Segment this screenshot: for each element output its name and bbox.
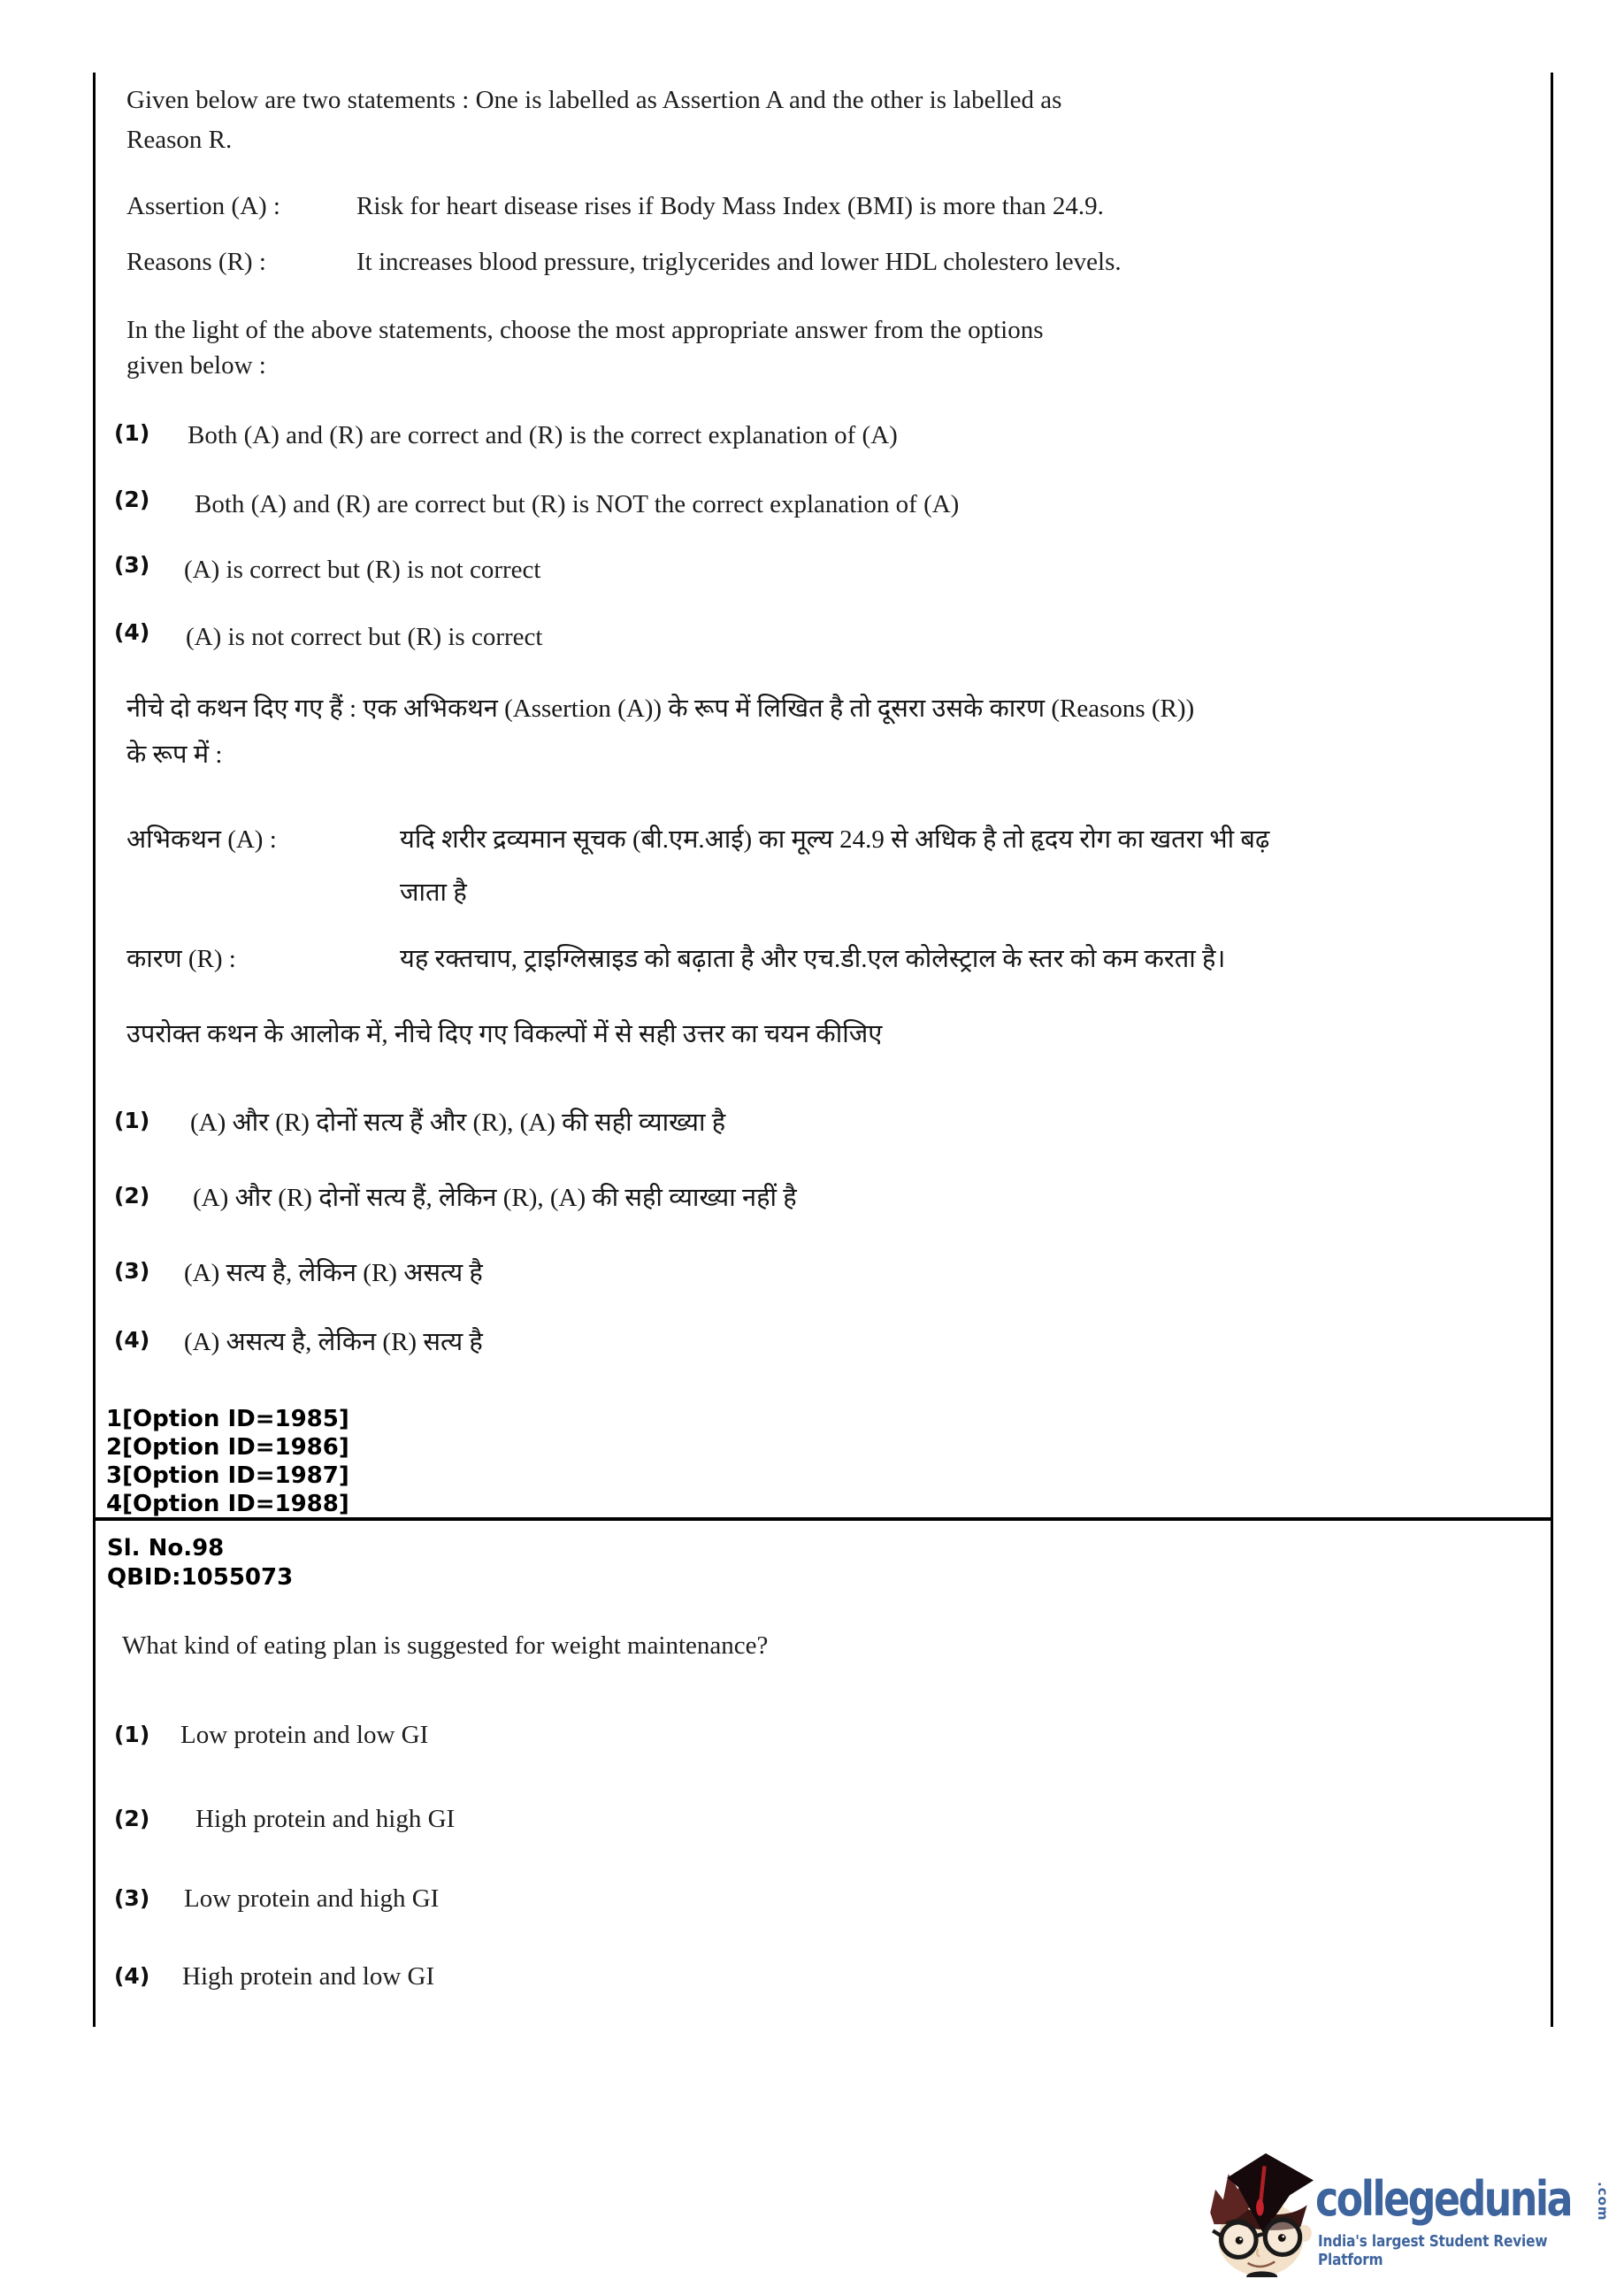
q97-hi-option3-text: (A) सत्य है, लेकिन (R) असत्य है — [184, 1259, 483, 1287]
brand-dotcom: .com — [1595, 2182, 1611, 2221]
q98-serial-number: Sl. No.98 — [107, 1535, 225, 1562]
q97-option-id-2: 2[Option ID=1986] — [106, 1434, 349, 1461]
q98-option4-number: (4) — [114, 1963, 150, 1989]
question-table — [93, 73, 1553, 2027]
q97-option-id-3: 3[Option ID=1987] — [106, 1462, 349, 1489]
collegedunia-mascot-icon — [1208, 2148, 1316, 2277]
q98-option1-text: Low protein and low GI — [180, 1721, 429, 1749]
brand-wordmark: collegedunia — [1315, 2171, 1572, 2227]
q97-hi-option2-number: (2) — [114, 1183, 150, 1209]
q97-en-option1-number: (1) — [114, 420, 150, 446]
q97-en-option3-number: (3) — [114, 552, 150, 578]
q98-qbid: QBID:1055073 — [107, 1564, 294, 1591]
q97-assertion-text: Risk for heart disease rises if Body Mass Index (BMI) is more than 24.9. — [356, 192, 1104, 220]
row-divider — [96, 1517, 1551, 1521]
q97-en-option4-text: (A) is not correct but (R) is correct — [186, 623, 543, 651]
q97-hindi-intro-line2: के रूप में : — [126, 740, 223, 769]
brand-tagline: India's largest Student Review Platform — [1318, 2232, 1548, 2269]
q97-assertion-label: Assertion (A) : — [126, 192, 280, 220]
q98-option2-number: (2) — [114, 1806, 150, 1831]
q97-en-option3-text: (A) is correct but (R) is not correct — [184, 556, 541, 584]
q97-en-option2-text: Both (A) and (R) are correct but (R) is NOT the correct explanation of (A) — [195, 490, 960, 518]
q97-hindi-assertion-label: अभिकथन (A) : — [126, 825, 277, 854]
q98-option1-number: (1) — [114, 1722, 150, 1747]
q97-en-option1-text: Both (A) and (R) are correct and (R) is the correct explanation of (A) — [188, 421, 898, 449]
q97-reason-label: Reasons (R) : — [126, 248, 266, 276]
q97-intro-line1: Given below are two statements : One is labelled as Assertion A and the other is labelled as — [126, 86, 1062, 114]
q97-hi-option2-text: (A) और (R) दोनों सत्य हैं, लेकिन (R), (A) की सही व्याख्या नहीं है — [193, 1184, 797, 1212]
q97-reason-text: It increases blood pressure, triglycerides and lower HDL cholestero levels. — [356, 248, 1122, 276]
q98-question-text: What kind of eating plan is suggested for weight maintenance? — [122, 1631, 769, 1660]
q97-instruction-line2: given below : — [126, 351, 266, 380]
q97-hindi-assertion-line2: जाता है — [400, 879, 467, 907]
q97-hi-option1-text: (A) और (R) दोनों सत्य हैं और (R), (A) की सही व्याख्या है — [190, 1109, 726, 1137]
q98-option4-text: High protein and low GI — [182, 1962, 435, 1991]
q97-hindi-reason-text: यह रक्तचाप, ट्राइग्लिस्राइड को बढ़ाता है और एच.डी.एल कोलेस्ट्राल के स्तर को कम करता है। — [400, 945, 1226, 973]
q97-hindi-assertion-line1: यदि शरीर द्रव्यमान सूचक (बी.एम.आई) का मूल्य 24.9 से अधिक है तो हृदय रोग का खतरा भी बढ़ — [400, 825, 1270, 854]
q97-hi-option1-number: (1) — [114, 1108, 150, 1133]
q97-instruction-line1: In the light of the above statements, choose the most appropriate answer from the options — [126, 316, 1044, 344]
q98-option3-number: (3) — [114, 1885, 150, 1911]
q97-en-option4-number: (4) — [114, 619, 150, 645]
q98-option3-text: Low protein and high GI — [184, 1884, 440, 1913]
q98-option2-text: High protein and high GI — [195, 1805, 456, 1833]
q97-hi-option3-number: (3) — [114, 1258, 150, 1284]
q97-hindi-intro-line1: नीचे दो कथन दिए गए हैं : एक अभिकथन (Assertion (A)) के रूप में लिखित है तो दूसरा उसके कारण (Reasons (R)) — [126, 694, 1195, 723]
q97-hi-option4-number: (4) — [114, 1327, 150, 1353]
q97-intro-line2: Reason R. — [126, 126, 233, 154]
q97-hi-option4-text: (A) असत्य है, लेकिन (R) सत्य है — [184, 1328, 483, 1356]
q97-en-option2-number: (2) — [114, 487, 150, 512]
q97-hindi-instruction: उपरोक्त कथन के आलोक में, नीचे दिए गए विकल्पों में से सही उत्तर का चयन कीजिए — [126, 1020, 883, 1048]
q97-hindi-reason-label: कारण (R) : — [126, 945, 236, 973]
q97-option-id-4: 4[Option ID=1988] — [106, 1491, 349, 1517]
q97-option-id-1: 1[Option ID=1985] — [106, 1406, 349, 1432]
